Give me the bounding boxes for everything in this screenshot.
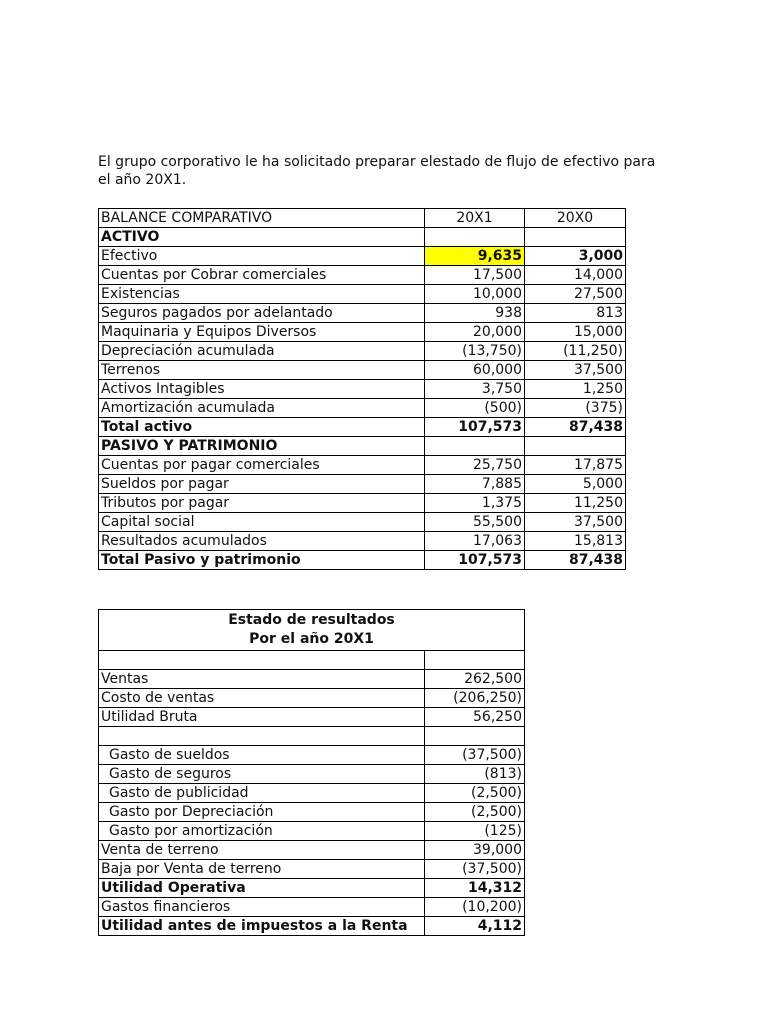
row-value[interactable]: (37,500) [425,746,525,765]
table-row [99,746,525,765]
col-20x1[interactable]: 20X1 [425,209,525,228]
value-20x0[interactable]: 11,250 [525,494,626,513]
total-pasivo-label[interactable]: Total Pasivo y patrimonio [99,551,425,570]
total-pasivo-row [99,551,626,570]
value-20x0[interactable]: 27,500 [525,285,626,304]
utilidad-operativa-label[interactable]: Utilidad Operativa [99,879,425,898]
table-row [99,380,626,399]
table-row [99,765,525,784]
empty-row [99,727,525,746]
row-label[interactable]: Amortización acumulada [99,399,425,418]
income-title-cell[interactable] [99,610,525,651]
row-label[interactable]: Utilidad Bruta [99,708,425,727]
utilidad-antes-row [99,917,525,936]
table-row [99,670,525,689]
row-label[interactable]: Venta de terreno [99,841,425,860]
table-row [99,898,525,917]
row-value[interactable]: 56,250 [425,708,525,727]
value-20x1[interactable]: (13,750) [425,342,525,361]
balance-table [98,208,626,570]
table-row [99,860,525,879]
table-row [99,247,626,266]
row-value[interactable]: (206,250) [425,689,525,708]
value-20x0[interactable]: 3,000 [525,247,626,266]
empty-cell[interactable] [99,651,425,670]
total-activo-20x1[interactable]: 107,573 [425,418,525,437]
utilidad-antes-label[interactable]: Utilidad antes de impuestos a la Renta [99,917,425,936]
row-value[interactable]: (2,500) [425,803,525,822]
value-20x0[interactable]: 17,875 [525,456,626,475]
row-label[interactable]: Gasto por amortización [99,822,425,841]
row-label[interactable]: Gasto de seguros [99,765,425,784]
value-20x1[interactable]: (500) [425,399,525,418]
row-label[interactable]: Costo de ventas [99,689,425,708]
empty-cell[interactable] [425,727,525,746]
row-value[interactable]: (125) [425,822,525,841]
value-20x1[interactable]: 1,375 [425,494,525,513]
value-20x0[interactable]: (11,250) [525,342,626,361]
value-20x0[interactable]: 1,250 [525,380,626,399]
activo-label[interactable]: ACTIVO [99,228,425,247]
value-20x0[interactable]: 14,000 [525,266,626,285]
empty-cell[interactable] [525,228,626,247]
table-row [99,494,626,513]
value-20x1[interactable]: 25,750 [425,456,525,475]
empty-row [99,651,525,670]
row-label[interactable]: Seguros pagados por adelantado [99,304,425,323]
value-20x1[interactable]: 60,000 [425,361,525,380]
row-value[interactable]: (10,200) [425,898,525,917]
value-20x0[interactable]: 15,000 [525,323,626,342]
row-label[interactable]: Ventas [99,670,425,689]
total-pasivo-20x0[interactable]: 87,438 [525,551,626,570]
empty-cell[interactable] [425,651,525,670]
pasivo-section-row [99,437,626,456]
table-row [99,285,626,304]
empty-cell[interactable] [525,437,626,456]
row-label[interactable]: Cuentas por pagar comerciales [99,456,425,475]
pasivo-label[interactable]: PASIVO Y PATRIMONIO [99,437,425,456]
row-label[interactable]: Gasto por Depreciación [99,803,425,822]
activo-section-row [99,228,626,247]
total-activo-20x0[interactable]: 87,438 [525,418,626,437]
table-row [99,803,525,822]
table-row [99,841,525,860]
value-20x1[interactable]: 17,500 [425,266,525,285]
row-label[interactable]: Gasto de sueldos [99,746,425,765]
value-20x0[interactable]: 37,500 [525,513,626,532]
intro-text: El grupo corporativo le ha solicitado preparar elestado de flujo de efectivo para el año 20X1. [98,154,656,188]
row-label[interactable]: Maquinaria y Equipos Diversos [99,323,425,342]
value-20x0[interactable]: 15,813 [525,532,626,551]
table-row [99,708,525,727]
table-row [99,399,626,418]
income-statement-table [98,609,525,936]
table-row [99,323,626,342]
table-row [99,784,525,803]
utilidad-operativa-value[interactable]: 14,312 [425,879,525,898]
table-row [99,266,626,285]
table-row [99,361,626,380]
row-label[interactable]: Gastos financieros [99,898,425,917]
empty-cell[interactable] [99,727,425,746]
value-20x0[interactable]: (375) [525,399,626,418]
balance-title[interactable]: BALANCE COMPARATIVO [99,209,425,228]
table-row [99,822,525,841]
col-20x0[interactable]: 20X0 [525,209,626,228]
total-activo-label[interactable]: Total activo [99,418,425,437]
table-row [99,475,626,494]
income-title-row [99,610,525,651]
table-row [99,342,626,361]
total-activo-row [99,418,626,437]
row-label[interactable]: Terrenos [99,361,425,380]
row-label[interactable]: Cuentas por Cobrar comerciales [99,266,425,285]
utilidad-antes-value[interactable]: 4,112 [425,917,525,936]
total-pasivo-20x1[interactable]: 107,573 [425,551,525,570]
value-20x1[interactable]: 20,000 [425,323,525,342]
table-row [99,304,626,323]
value-20x1[interactable]: 7,885 [425,475,525,494]
income-subtitle: Por el año 20X1 [249,631,374,647]
table-row [99,532,626,551]
value-20x1-highlighted[interactable]: 9,635 [425,247,525,266]
table-row [99,456,626,475]
value-20x1[interactable]: 10,000 [425,285,525,304]
value-20x1[interactable]: 55,500 [425,513,525,532]
income-title: Estado de resultados [228,612,395,628]
row-label[interactable]: Resultados acumulados [99,532,425,551]
row-label[interactable]: Baja por Venta de terreno [99,860,425,879]
utilidad-operativa-row [99,879,525,898]
row-value[interactable]: (813) [425,765,525,784]
row-label[interactable]: Efectivo [99,247,425,266]
empty-cell[interactable] [425,228,525,247]
value-20x0[interactable]: 37,500 [525,361,626,380]
row-label[interactable]: Tributos por pagar [99,494,425,513]
balance-header-row [99,209,626,228]
value-20x1[interactable]: 3,750 [425,380,525,399]
row-value[interactable]: 262,500 [425,670,525,689]
row-label[interactable]: Capital social [99,513,425,532]
row-label[interactable]: Activos Intagibles [99,380,425,399]
row-value[interactable]: (2,500) [425,784,525,803]
row-value[interactable]: 39,000 [425,841,525,860]
table-row [99,689,525,708]
row-value[interactable]: (37,500) [425,860,525,879]
value-20x0[interactable]: 5,000 [525,475,626,494]
row-label[interactable]: Gasto de publicidad [99,784,425,803]
value-20x1[interactable]: 17,063 [425,532,525,551]
empty-cell[interactable] [425,437,525,456]
row-label[interactable]: Existencias [99,285,425,304]
row-label[interactable]: Depreciación acumulada [99,342,425,361]
value-20x0[interactable]: 813 [525,304,626,323]
row-label[interactable]: Sueldos por pagar [99,475,425,494]
value-20x1[interactable]: 938 [425,304,525,323]
table-row [99,513,626,532]
